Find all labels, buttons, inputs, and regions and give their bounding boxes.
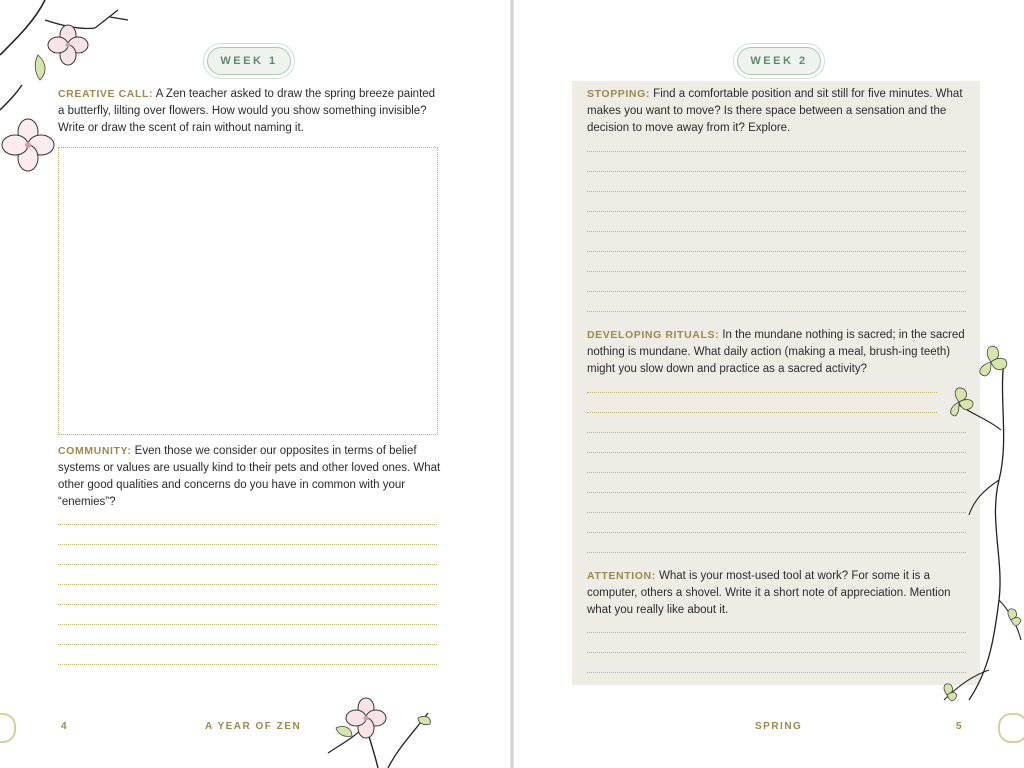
community-text: Even those we consider our opposites in terms of belief systems or values are usually kind to their pets and other loved ones. What other good qualities and concerns do you have in common with your “enemies”? bbox=[58, 445, 441, 508]
left-page bbox=[0, 0, 510, 768]
writing-line[interactable] bbox=[587, 492, 966, 493]
creative-call-heading: CREATIVE CALL: bbox=[58, 88, 154, 100]
attention-heading: ATTENTION: bbox=[587, 570, 656, 582]
writing-line[interactable] bbox=[587, 251, 966, 252]
writing-line[interactable] bbox=[58, 624, 437, 625]
writing-line[interactable] bbox=[587, 472, 966, 473]
dogwood-branch-top-icon bbox=[0, 0, 140, 200]
writing-line[interactable] bbox=[58, 524, 437, 525]
writing-line[interactable] bbox=[587, 432, 966, 433]
page-number-right: 5 bbox=[956, 721, 964, 732]
writing-line[interactable] bbox=[587, 392, 937, 393]
stopping-text: Find a comfortable position and sit still for five minutes. What makes you want to move? Is there space between a sensation and the decision to move away from it? Explore. bbox=[587, 88, 963, 134]
writing-line[interactable] bbox=[587, 271, 966, 272]
dogwood-branch-bottom-icon bbox=[318, 688, 438, 768]
attention-prompt bbox=[587, 568, 971, 619]
developing-rituals-heading: DEVELOPING RITUALS: bbox=[587, 329, 720, 341]
writing-line[interactable] bbox=[587, 151, 966, 152]
writing-line[interactable] bbox=[587, 552, 966, 553]
page-number-left: 4 bbox=[61, 721, 69, 732]
writing-line[interactable] bbox=[587, 291, 966, 292]
stopping-heading: STOPPING: bbox=[587, 88, 650, 100]
clover-vine-icon bbox=[929, 340, 1024, 720]
week-2-label: WEEK 2 bbox=[737, 47, 821, 75]
writing-line[interactable] bbox=[587, 311, 966, 312]
stopping-prompt bbox=[587, 86, 971, 137]
writing-line[interactable] bbox=[58, 644, 437, 645]
writing-line[interactable] bbox=[58, 584, 437, 585]
writing-line[interactable] bbox=[587, 171, 966, 172]
writing-line[interactable] bbox=[587, 632, 966, 633]
right-page bbox=[514, 0, 1024, 768]
creative-call-text: A Zen teacher asked to draw the spring breeze painted a butterfly, lilting over flowers. How would you show something invisible? Write or draw the scent of rain without naming it. bbox=[58, 88, 436, 134]
left-edge-tab bbox=[0, 713, 16, 743]
community-prompt bbox=[58, 443, 443, 511]
writing-line[interactable] bbox=[587, 672, 966, 673]
developing-rituals-prompt bbox=[587, 327, 971, 378]
community-heading: COMMUNITY: bbox=[58, 445, 132, 457]
writing-line[interactable] bbox=[587, 211, 966, 212]
writing-line[interactable] bbox=[587, 512, 966, 513]
running-title-left: A YEAR OF ZEN bbox=[205, 721, 302, 732]
attention-text: What is your most-used tool at work? For some it is a computer, others a shovel. Write it a short note of appreciation. Mention what you really like about it. bbox=[587, 570, 951, 616]
writing-line[interactable] bbox=[587, 452, 966, 453]
week-1-label: WEEK 1 bbox=[207, 47, 291, 75]
writing-line[interactable] bbox=[587, 412, 937, 413]
writing-line[interactable] bbox=[587, 652, 966, 653]
developing-rituals-text: In the mundane nothing is sacred; in the sacred nothing is mundane. What daily action (making a meal, brush-ing teeth) might you slow down and practice as a sacred activity? bbox=[587, 329, 965, 375]
writing-line[interactable] bbox=[58, 604, 437, 605]
writing-line[interactable] bbox=[587, 231, 966, 232]
running-title-right: SPRING bbox=[755, 721, 803, 732]
writing-line[interactable] bbox=[58, 564, 437, 565]
writing-line[interactable] bbox=[587, 191, 966, 192]
writing-line[interactable] bbox=[587, 532, 966, 533]
writing-line[interactable] bbox=[58, 664, 437, 665]
writing-line[interactable] bbox=[58, 544, 437, 545]
